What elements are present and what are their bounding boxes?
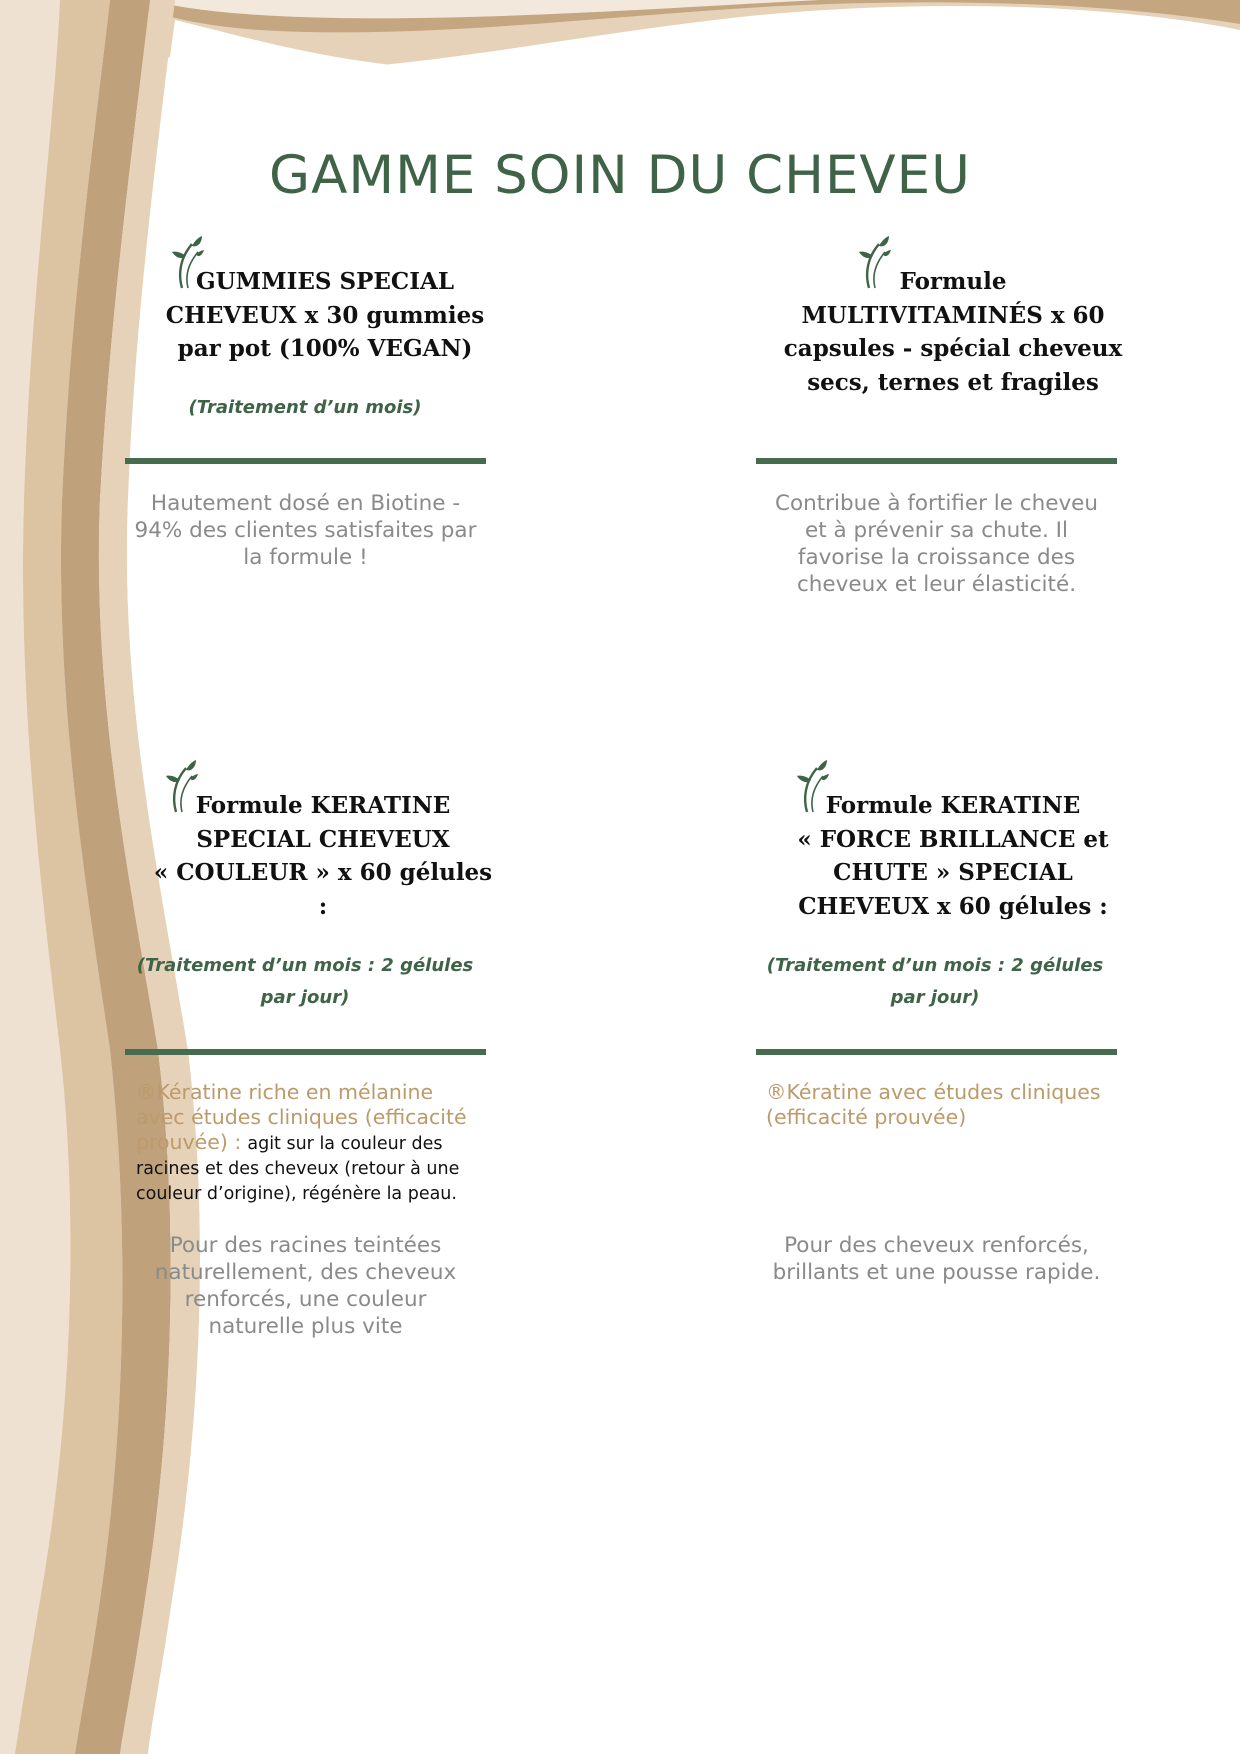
detail-text-line: racines et des cheveux (retour à une (136, 1159, 460, 1179)
detail-highlight-line: ®Kératine avec études cliniques (766, 1080, 1101, 1104)
treatment-duration (150, 392, 460, 424)
description-line: et à prévenir sa chute. Il (805, 518, 1068, 543)
product-name-line: Formule KERATINE (195, 792, 451, 819)
section-divider (756, 458, 1117, 464)
description-line: favorise la croissance des (797, 545, 1076, 570)
product-name-line: Formule (899, 268, 1007, 295)
product-name-line: MULTIVITAMINÉS x 60 (801, 301, 1105, 329)
detail-highlight-line: ®Kératine riche en mélanine (136, 1080, 434, 1104)
section-divider (125, 1049, 486, 1055)
treatment-duration (130, 950, 480, 1014)
description-line: Hautement dosé en Biotine - (150, 491, 461, 516)
duration-line: (Traitement d’un mois : 2 gélules (766, 955, 1104, 976)
product-name (778, 789, 1128, 923)
product-name-line: Formule KERATINE (825, 792, 1081, 819)
product-name (778, 265, 1128, 399)
duration-line: par jour) (260, 987, 350, 1008)
description-line: naturelle plus vite (208, 1314, 403, 1339)
product-name-line: CHEVEUX x 30 gummies (165, 301, 485, 329)
product-name-line: par pot (100% VEGAN) (177, 335, 473, 362)
duration-line: (Traitement d’un mois) (188, 397, 422, 418)
duration-line: par jour) (890, 987, 980, 1008)
detail-text-line: couleur d’origine), régénère la peau. (136, 1184, 457, 1204)
description-line: renforcés, une couleur (184, 1287, 427, 1312)
description-line: 94% des clientes satisfaites par (134, 518, 477, 543)
product-description (756, 1232, 1117, 1286)
treatment-duration (760, 950, 1110, 1014)
product-name-line: secs, ternes et fragiles (807, 368, 1099, 396)
product-name-line: « FORCE BRILLANCE et (797, 825, 1109, 853)
description-line: brillants et une pousse rapide. (772, 1260, 1101, 1285)
detail-highlight-line: (efficacité prouvée) (766, 1105, 967, 1129)
product-name-line: SPECIAL CHEVEUX (196, 825, 450, 853)
product-detail (766, 1080, 1116, 1130)
description-line: Contribue à fortifier le cheveu (774, 491, 1099, 516)
product-name-line: CHUTE » SPECIAL (833, 859, 1073, 886)
section-divider (125, 458, 486, 464)
product-description (125, 1232, 486, 1340)
product-name-line: « COULEUR » x 60 gélules : (153, 859, 493, 920)
detail-highlight-line: avec études cliniques (efficacité (136, 1105, 467, 1129)
product-description (125, 490, 486, 571)
description-line: la formule ! (243, 545, 368, 570)
product-name (150, 265, 500, 366)
product-name-line: CHEVEUX x 60 gélules : (798, 892, 1108, 920)
section-divider (756, 1049, 1117, 1055)
description-line: Pour des racines teintées (169, 1233, 442, 1258)
description-line: Pour des cheveux renforcés, (784, 1233, 1089, 1258)
product-detail (136, 1080, 486, 1207)
detail-text-line: agit sur la couleur des (247, 1134, 443, 1154)
description-line: cheveux et leur élasticité. (796, 572, 1077, 597)
detail-highlight-line: prouvée) : (136, 1130, 242, 1154)
product-name-line: capsules - spécial cheveux (783, 335, 1123, 362)
description-line: naturellement, des cheveux (154, 1260, 457, 1285)
duration-line: (Traitement d’un mois : 2 gélules (136, 955, 474, 976)
product-name (148, 789, 498, 923)
product-description (756, 490, 1117, 598)
product-name-line: GUMMIES SPECIAL (195, 268, 455, 295)
page-title: GAMME SOIN DU CHEVEU (269, 145, 971, 206)
